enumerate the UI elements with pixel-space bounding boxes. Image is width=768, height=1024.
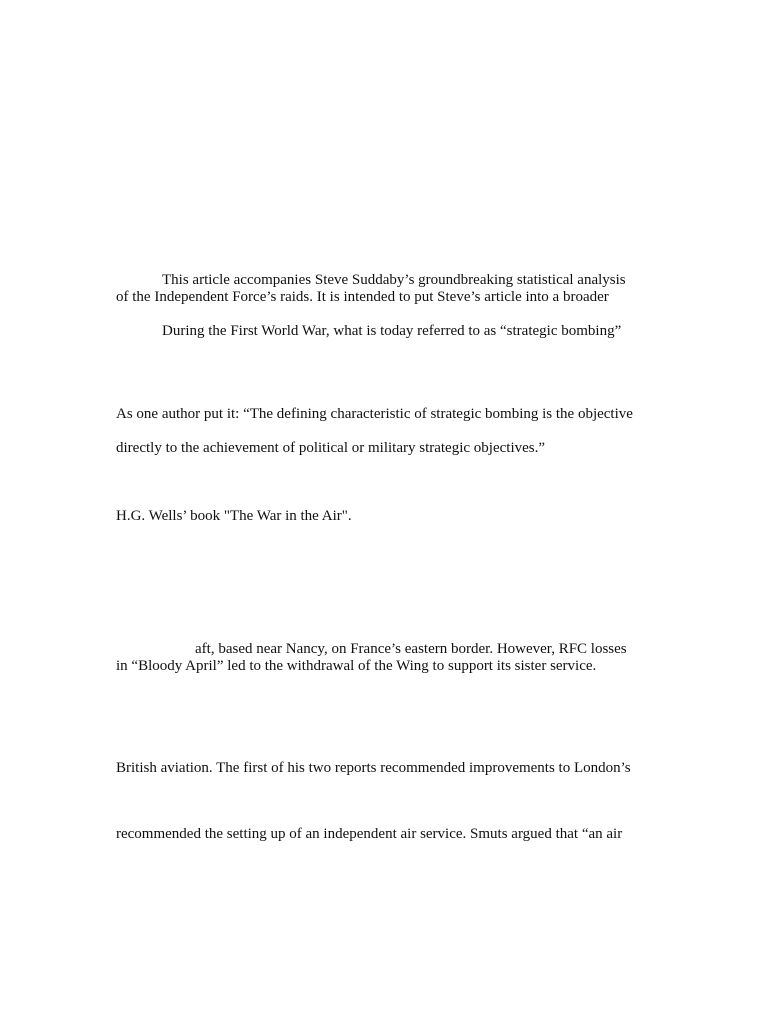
text-line-3: During the First World War, what is today referred to as “strategic bombing” — [162, 323, 622, 339]
text-line-10: recommended the setting up of an independent air service. Smuts argued that “an air — [116, 826, 623, 842]
text-line-9: British aviation. The first of his two reports recommended improvements to London’s — [116, 760, 631, 776]
text-line-4: As one author put it: “The defining characteristic of strategic bombing is the objective — [116, 406, 633, 422]
text-line-7: aft, based near Nancy, on France’s eastern border. However, RFC losses — [195, 641, 627, 657]
text-line-2: of the Independent Force’s raids. It is intended to put Steve’s article into a broader — [116, 289, 609, 305]
text-line-5: directly to the achievement of political or military strategic objectives.” — [116, 440, 546, 456]
text-line-1: This article accompanies Steve Suddaby’s groundbreaking statistical analysis — [162, 272, 626, 288]
text-line-8: in “Bloody April” led to the withdrawal of the Wing to support its sister service. — [116, 658, 597, 674]
text-line-6: H.G. Wells’ book "The War in the Air". — [116, 508, 352, 524]
